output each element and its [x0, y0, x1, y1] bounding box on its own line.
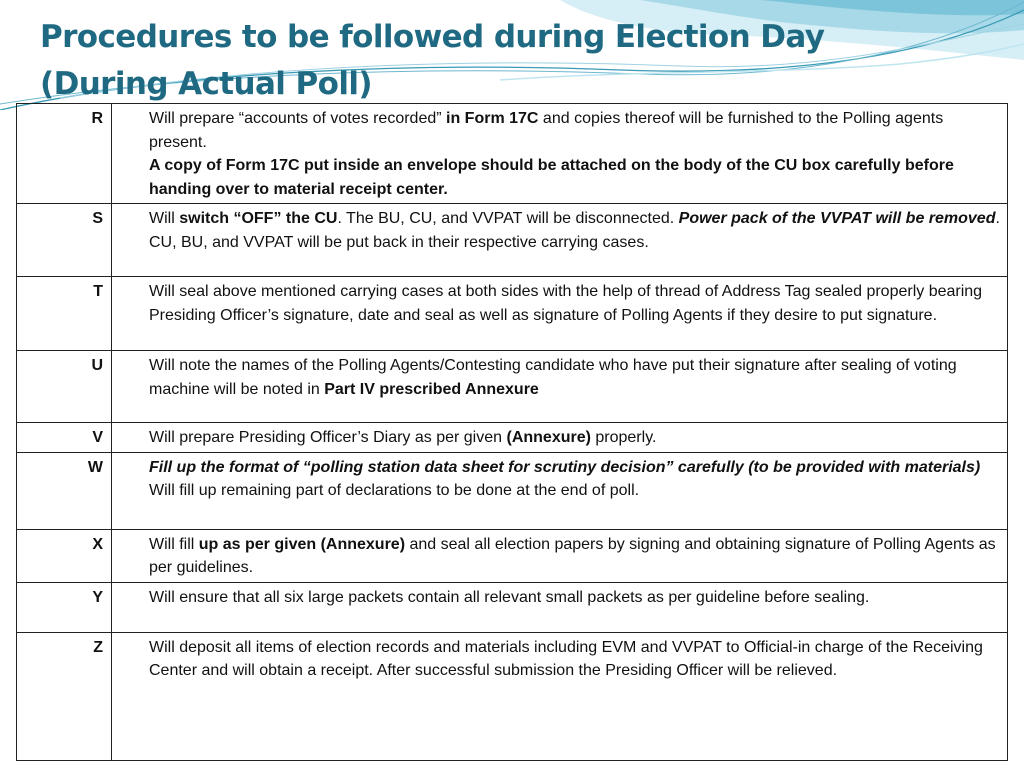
step-letter: Y: [17, 582, 112, 632]
procedure-row-y: [17, 582, 1008, 632]
step-text-bold: in Form 17C: [446, 110, 539, 127]
step-text-bold-italic: Power pack of the VVPAT will be removed: [678, 210, 996, 227]
page-title-line-2: (During Actual Poll): [40, 66, 372, 102]
step-letter: V: [17, 423, 112, 453]
procedure-row-t: [17, 277, 1008, 351]
step-text-bold: (Annexure): [506, 429, 591, 446]
step-description: [112, 582, 1008, 632]
step-description: [112, 104, 1008, 204]
step-text: . The BU, CU, and VVPAT will be disconnected.: [337, 210, 679, 227]
procedure-table-body: [17, 104, 1008, 761]
step-description: [112, 632, 1008, 760]
step-text: Will ensure that all six large packets contain all relevant small packets as per guideline before sealing.: [149, 588, 870, 606]
procedure-row-w: [17, 452, 1008, 529]
step-text: Will fill up remaining part of declarations to be done at the end of poll.: [149, 482, 640, 499]
step-text-bold: Part IV prescribed Annexure: [324, 380, 539, 398]
step-letter: T: [17, 277, 112, 351]
procedure-row-v: [17, 423, 1008, 453]
procedure-table: [16, 103, 1008, 761]
step-letter: W: [17, 452, 112, 529]
step-letter: S: [17, 204, 112, 277]
step-description: [112, 529, 1008, 582]
step-text: . CU, BU, and VVPAT will be put back in their respective carrying cases.: [149, 210, 1000, 251]
step-description: [112, 277, 1008, 351]
procedure-row-s: [17, 204, 1008, 277]
step-description: [112, 351, 1008, 423]
step-description: [112, 423, 1008, 453]
step-letter: Z: [17, 632, 112, 760]
procedure-row-r: [17, 104, 1008, 204]
step-letter: R: [17, 104, 112, 204]
procedure-row-u: [17, 351, 1008, 423]
step-text: Will seal above mentioned carrying cases at both sides with the help of thread of Address Tag sealed properly bearing Presiding Officer’s signature, date and seal as well as signature of Polling Agents if they desire to put signature.: [149, 283, 983, 324]
step-text: Will prepare Presiding Officer’s Diary as per given: [149, 429, 507, 446]
step-text: Will deposit all items of election records and materials including EVM and VVPAT to Official-in charge of the Receiving Center and will obtain a receipt. After successful submission the Presiding Officer will be relieved.: [149, 638, 983, 679]
procedure-row-z: [17, 632, 1008, 760]
step-text: Will: [149, 210, 180, 227]
step-text: properly.: [590, 429, 657, 446]
step-text: and copies thereof will be furnished to the Polling agents present.: [149, 110, 944, 151]
step-text: Will fill: [149, 535, 199, 553]
page-title: [40, 14, 824, 108]
step-text-bold: switch “OFF” the CU: [179, 210, 338, 227]
step-letter: U: [17, 351, 112, 423]
step-text-bold: A copy of Form 17C put inside an envelope should be attached on the body of the CU box carefully before handing over to material receipt center.: [149, 157, 954, 198]
step-description: [112, 452, 1008, 529]
procedure-row-x: [17, 529, 1008, 582]
step-text-bold-italic: Fill up the format of “polling station data sheet for scrutiny decision” carefully (to be provided with materials): [149, 458, 981, 476]
step-letter: X: [17, 529, 112, 582]
step-text: Will note the names of the Polling Agents/Contesting candidate who have put their signature after sealing of voting machine will be noted in: [149, 357, 957, 398]
step-text: Will prepare “accounts of votes recorded”: [149, 110, 447, 127]
step-description: [112, 204, 1008, 277]
step-text-bold: up as per given (Annexure): [198, 535, 406, 553]
step-text: and seal all election papers by signing and obtaining signature of Polling Agents as per guidelines.: [149, 535, 996, 576]
page-title-line-1: Procedures to be followed during Election Day: [40, 19, 825, 55]
